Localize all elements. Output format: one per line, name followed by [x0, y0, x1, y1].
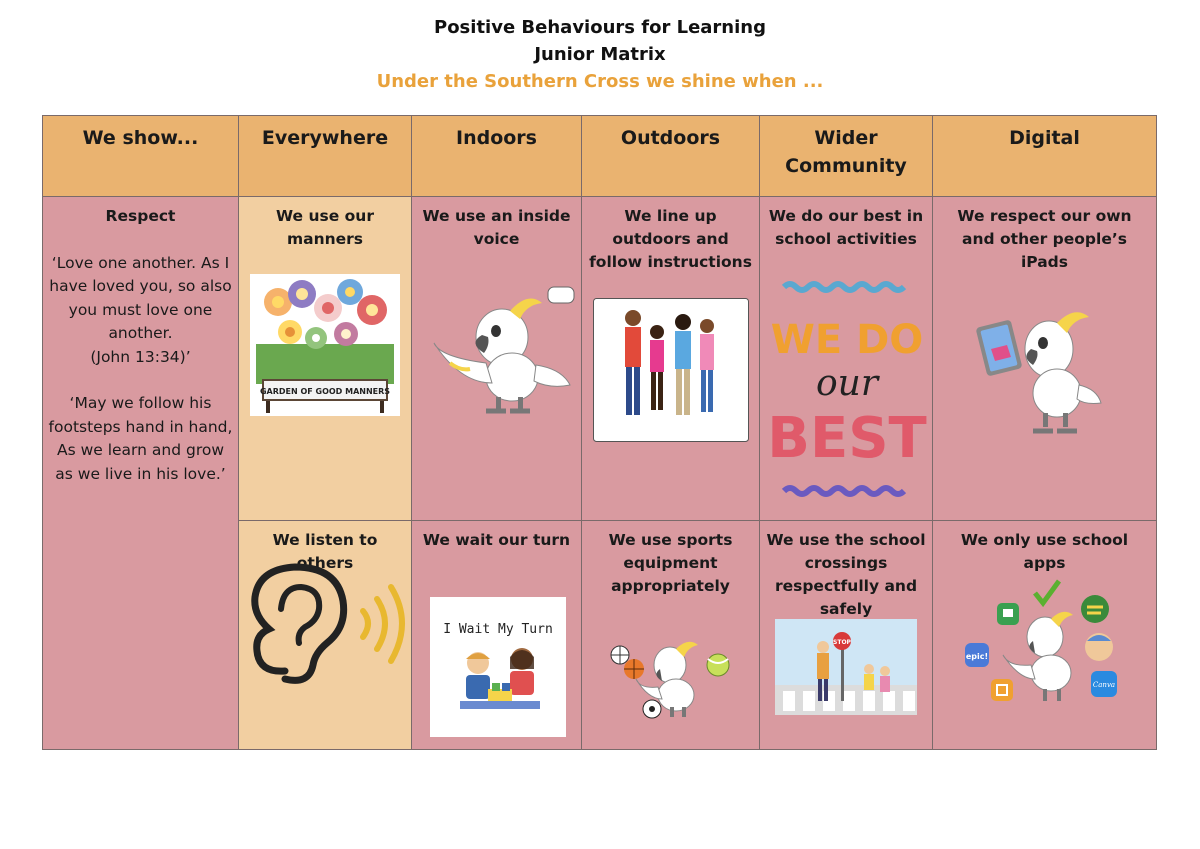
respect-label: Respect: [105, 207, 176, 225]
respect-quote-2: ‘May we follow his footsteps hand in hand, As we learn and grow as we live in his love.’: [48, 394, 233, 483]
school-crossing-picture: [775, 619, 917, 715]
behaviour-matrix: [42, 115, 1157, 750]
respect-quote-1: ‘Love one another. As I have loved you, so also you must love one another.: [49, 253, 232, 342]
cell-text: We only use school apps: [960, 531, 1129, 572]
cell-text: We use an inside voice: [422, 207, 571, 248]
stop-sign-text: STOP: [833, 639, 851, 646]
cell-text: We use our manners: [276, 207, 374, 248]
wait-turn-caption: I Wait My Turn: [443, 622, 553, 637]
cell-text: We wait our turn: [422, 531, 571, 549]
col-header-we-show: We show...: [43, 116, 239, 197]
cell-everywhere-2: [239, 521, 412, 750]
cell-digital-1: [933, 197, 1157, 521]
cell-outdoors-2: [582, 521, 760, 750]
flower-garden-icon: [250, 274, 400, 416]
cell-text: We do our best in school activities: [768, 207, 924, 248]
header-row: [43, 116, 1157, 197]
art-word-best: BEST: [767, 406, 927, 471]
col-header-everywhere: Everywhere: [239, 116, 412, 197]
cockatoo-mascot-icon: [430, 285, 578, 415]
app-epic-label: epic!: [965, 652, 989, 661]
respect-cell: [43, 197, 239, 750]
cell-text: We respect our own and other people’s iPads: [957, 207, 1132, 271]
col-header-wider-community: Wider Community: [760, 116, 933, 197]
cell-indoors-1: [412, 197, 582, 521]
col-header-indoors: Indoors: [412, 116, 582, 197]
cell-outdoors-1: [582, 197, 760, 521]
garden-sign-text: GARDEN OF GOOD MANNERS: [259, 387, 391, 396]
wait-turn-picture: [430, 597, 566, 737]
we-do-our-best-art: [767, 281, 927, 505]
children-line-icon: [593, 298, 749, 442]
page-subtitle: Junior Matrix: [534, 44, 666, 65]
check-icon: [1035, 581, 1059, 603]
table-row: [43, 197, 1157, 521]
col-header-outdoors: Outdoors: [582, 116, 760, 197]
cell-indoors-2: [412, 521, 582, 750]
ear-listening-icon: [245, 561, 411, 691]
col-header-digital: Digital: [933, 116, 1157, 197]
respect-quote-1-ref: (John 13:34)’: [90, 347, 191, 366]
cell-community-2: [760, 521, 933, 750]
cell-text: We line up outdoors and follow instructions: [589, 207, 752, 271]
page-titles: [0, 14, 1200, 95]
art-word-our: our: [815, 363, 879, 404]
page-tagline: Under the Southern Cross we shine when ...: [376, 71, 824, 92]
app-canva-label: Canva: [1092, 681, 1116, 689]
school-apps-icon: [961, 579, 1131, 709]
cell-everywhere-1: [239, 197, 412, 521]
cell-community-1: [760, 197, 933, 521]
cell-digital-2: [933, 521, 1157, 750]
cell-text: We listen to others: [272, 531, 378, 572]
page-title: Positive Behaviours for Learning: [434, 17, 766, 38]
sports-balls-icon: [606, 639, 736, 719]
art-word-we-do: WE DO: [770, 317, 924, 363]
cell-text: We use sports equipment appropriately: [608, 531, 733, 595]
cockatoo-ipad-icon: [977, 305, 1103, 439]
cell-text: We use the school crossings respectfully and safely: [766, 531, 926, 618]
